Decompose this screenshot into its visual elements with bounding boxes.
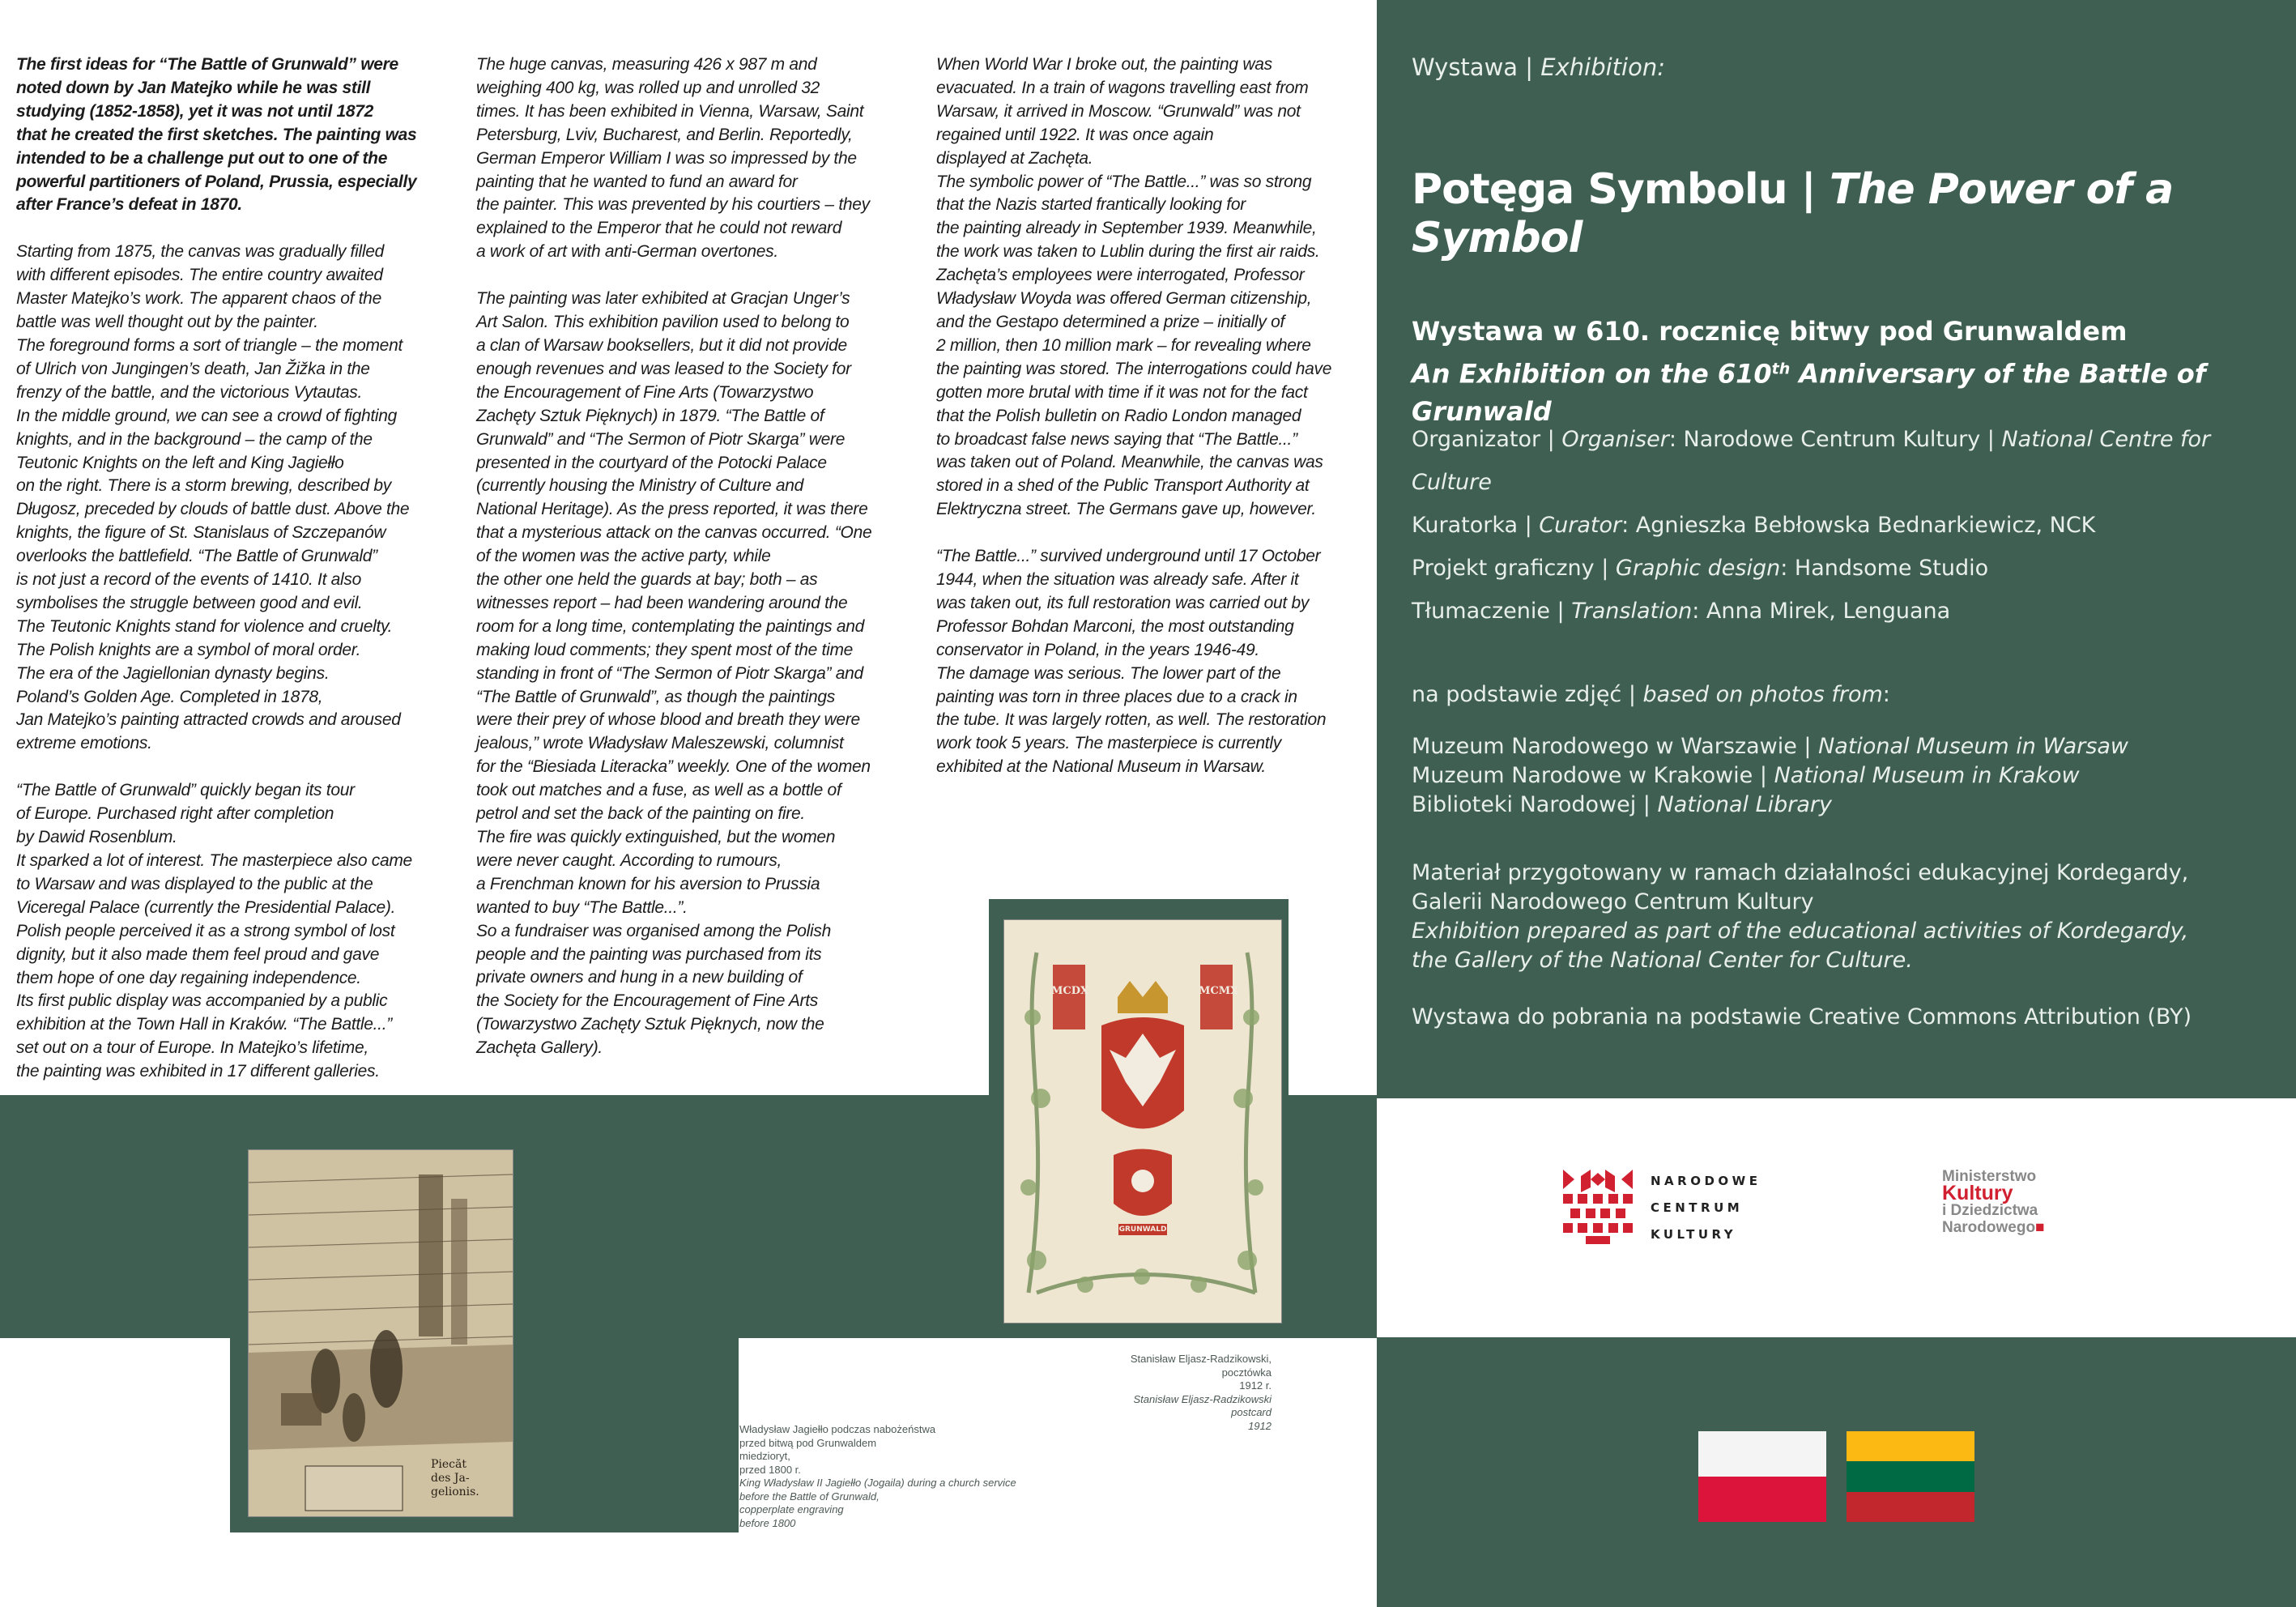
caption-line: Stanisław Eljasz-Radzikowski [1133,1392,1272,1405]
text-line: Art Salon. This exhibition pavilion used to belong to [476,313,850,332]
credit-pl: Projekt graficzny | [1412,556,1616,581]
engraving-label-line: gelionis. [431,1486,479,1498]
credit-en: Curator [1539,513,1622,538]
text-line: the other one held the guards at bay; both – as [476,570,818,590]
exhibition-subtitle: Wystawa w 610. rocznicę bitwy pod Grunwaldem An Exhibition on the 610th Anniversary of the Battle of Grunwald [1412,316,2206,427]
paragraph [936,53,1374,522]
text-line: of the women was the active party, while [476,547,771,566]
text-line: Polish people perceived it as a strong symbol of lost [16,921,395,940]
paragraph [936,545,1374,779]
text-line: 2 million, then 10 million mark – for revealing where [936,335,1311,355]
text-line: Jan Matejko’s painting attracted crowds and aroused [16,710,401,730]
ministry-logo [1942,1168,2045,1236]
text-line: and the Gestapo determined a prize – initially of [936,312,1285,331]
text-line: battle was well thought out by the painter. [16,313,318,332]
caption-line: pocztówka [1221,1366,1272,1379]
text-line: National Heritage). As the press reported, it was there [476,500,868,519]
text-line: them hope of one day regaining independence. [16,968,361,987]
photo-source [1412,732,2128,761]
nck-logo [1563,1166,1774,1247]
text-line: Władysław Woyda was offered German citizenship, [936,289,1312,309]
prepared-by-note: Materiał przygotowany w ramach działalności edukacyjnej Kordegardy, Galerii Narodowego Centrum Kultury Exhibition prepared as part of the educational activities of Kordegardy, the Gallery of the National Center for Culture. [1412,860,2189,973]
credit-en: Organiser [1561,427,1669,452]
text-line: making loud comments; they spent most of the time [476,640,854,659]
license-note: Wystawa do pobrania na podstawie Creative Commons Attribution (BY) [1412,1004,2192,1029]
text-line: In the middle ground, we can see a crowd of fighting [16,406,398,425]
text-line: to Warsaw and was displayed to the public at the [16,874,373,893]
text-line: on the right. There is a storm brewing, described by [16,476,391,496]
text-line: a clan of Warsaw booksellers, but it did not provide [476,335,847,355]
paragraph [476,53,914,264]
text-line: people and the painting was purchased from its [476,944,822,964]
caption-line: before 1800 [739,1516,796,1529]
text-line: the painting already in September 1939. Meanwhile, [936,219,1317,238]
paragraph [16,241,449,756]
text-line: The era of the Jagiellonian dynasty begins. [16,663,330,683]
caption-line: miedzioryt, [739,1450,790,1462]
photo-source-en: National Museum in Krakow [1774,763,2080,788]
nck-crown-icon [1563,1170,1633,1244]
text-line: times. It has been exhibited in Vienna, Warsaw, Saint [476,101,864,121]
text-line: Elektryczna street. The Germans gave up, however. [936,500,1316,519]
text-line: extreme emotions. [16,734,152,753]
credit-line [1412,590,2262,633]
text-line: The Teutonic Knights stand for violence and cruelty. [16,616,393,636]
text-line: that the Polish bulletin on Radio London managed [936,406,1301,425]
text-line: exhibition at the Town Hall in Kraków. “The Battle...” [16,1015,392,1034]
credits-list [1412,418,2262,633]
poland-flag [1698,1431,1826,1522]
text-line: The fire was quickly extinguished, but the women [476,828,836,846]
photo-source-en: National Museum in Warsaw [1818,734,2129,759]
photo-sources: na podstawie zdjęć | based on photos from: Muzeum Narodowego w Warszawie | National Museum in Warsaw Muzeum Narodowe w Krakowie | National Museum in Krakow Biblioteki Narodowej | National Library [1412,680,2128,820]
text-line: standing in front of “The Sermon of Piotr Skarga” and [476,663,863,683]
photo-source [1412,761,2128,791]
text-line: 1944, when the situation was already safe. After it [936,570,1299,590]
text-line: The symbolic power of “The Battle...” was so strong [936,172,1312,191]
credit-value_en: National Centre for Culture [1412,427,2211,495]
text-line: Zachęta Gallery). [476,1038,603,1058]
text-line: (Towarzystwo Zachęty Sztuk Pięknych, now the [476,1015,824,1034]
text-line: Grunwald” and “The Sermon of Piotr Skarga” were [476,429,846,449]
text-line: of Ulrich von Jungingen’s death, Jan Žižka in the [16,359,370,378]
nck-logo-line: KULTURY [1651,1227,1737,1242]
text-line: Zachęty Sztuk Pięknych) in 1879. “The Battle of [476,406,824,425]
text-column-2 [476,53,914,1084]
exhibition-title: Potęga Symbolu | The Power of a Symbol [1412,165,2174,262]
text-line: Professor Bohdan Marconi, the most outstanding [936,616,1294,636]
text-line: weighing 400 kg, was rolled up and unrolled 32 [476,78,820,97]
text-line: It sparked a lot of interest. The masterpiece also came [16,851,412,870]
photo-source-en: National Library [1657,792,1832,817]
text-line: (currently housing the Ministry of Culture and [476,476,804,496]
text-line: were never caught. According to rumours, [476,850,782,870]
text-line: room for a long time, contemplating the paintings and [476,616,865,636]
caption-line: copperplate engraving [739,1503,844,1515]
text-line: painting was torn in three places due to a crack in [936,687,1297,706]
text-line: When World War I broke out, the painting was [936,55,1272,74]
postcard-image [1003,919,1282,1324]
text-line: Długosz, preceded by clouds of battle dust. Above the [16,500,410,519]
text-line: The huge canvas, measuring 426 x 987 m and [476,55,817,74]
credit-pl: Kuratorka | [1412,513,1540,538]
text-line: Petersburg, Lviv, Bucharest, and Berlin. Reportedly, [476,125,853,144]
text-line: to broadcast false news saying that “The Battle...” [936,429,1297,449]
text-line: Warsaw, it arrived in Moscow. “Grunwald” was not [936,101,1301,121]
credit-value: : Handsome Studio [1780,556,1989,581]
text-column-1 [16,53,449,1107]
text-line: the work was taken to Lublin during the first air raids. [936,242,1320,262]
text-line: is not just a record of the events of 1410. It also [16,570,361,590]
text-line: the painting was stored. The interrogations could have [936,359,1332,378]
bottom-right-green-panel [1377,1337,2296,1607]
paragraph [16,779,449,1084]
text-line: Starting from 1875, the canvas was gradually filled [16,242,384,262]
postcard-year-left: MCDX [1051,985,1089,997]
text-line: “The Battle...” survived underground until 17 October [936,547,1321,566]
ministry-logo-line: Ministerstwo [1942,1168,2037,1185]
exhibition-label: Wystawa | Exhibition: [1412,53,1665,81]
caption-line: postcard [1231,1406,1272,1418]
lithuania-flag [1847,1431,1974,1522]
engraving-label-line: des Ja- [431,1472,470,1485]
text-line: Its first public display was accompanied by a public [16,991,388,1011]
text-line: Zachęta’s employees were interrogated, Professor [936,266,1305,285]
caption-line: before the Battle of Grunwald, [739,1490,880,1503]
text-line: dignity, but it also made them feel proud and gave [16,944,380,964]
text-line: painting that he wanted to fund an award for [476,172,798,191]
text-line: set out on a tour of Europe. In Matejko’s lifetime, [16,1038,368,1058]
photo-source-pl: Biblioteki Narodowej | [1412,792,1658,817]
postcard-eagle-icon [1004,920,1281,1323]
text-line: overlooks the battlefield. “The Battle of Grunwald” [16,547,377,566]
text-line: private owners and hung in a new building of [476,968,803,987]
text-line: studying (1852-1858), yet it was not until 1872 [16,101,374,121]
text-line: took out matches and a fuse, as well as a bottle of [476,781,841,800]
credit-pl: Organizator | [1412,427,1562,452]
engraving-label-line: Piecăt [431,1458,466,1471]
text-line: the Encouragement of Fine Arts (Towarzystwo [476,382,814,402]
text-line: The first ideas for “The Battle of Grunwald” were [16,55,398,74]
text-line: Poland’s Golden Age. Completed in 1878, [16,687,323,706]
text-line: German Emperor William I was so impressed by the [476,148,857,168]
text-line: knights, the figure of St. Stanislaus of Szczepanów [16,523,386,543]
text-line: petrol and set the back of the painting on fire. [476,804,805,824]
credit-en: Graphic design [1615,556,1781,581]
text-line: explained to the Emperor that he could not reward [476,219,842,238]
text-line: The damage was serious. The lower part of the [936,663,1281,683]
text-line: by Dawid Rosenblum. [16,828,177,847]
photo-source-pl: Muzeum Narodowe w Krakowie | [1412,763,1774,788]
text-line: symbolises the struggle between good and evil. [16,593,363,612]
text-line: witnesses report – had been wandering around the [476,593,848,612]
caption-line: przed bitwą pod Grunwaldem [739,1436,877,1449]
paragraph [16,53,449,217]
credit-line [1412,418,2262,504]
text-line: frenzy of the battle, and the victorious Vytautas. [16,382,363,402]
text-line: intended to be a challenge put out to one of the [16,148,388,168]
credit-value: : Anna Mirek, Lenguana [1692,599,1951,624]
caption-line: 1912 r. [1239,1379,1272,1392]
credit-pl: Tłumaczenie | [1412,599,1572,624]
text-line: Master Matejko’s work. The apparent chaos of the [16,289,381,309]
text-line: presented in the courtyard of the Potocki Palace [476,453,827,472]
text-line: Viceregal Palace (currently the Presidential Palace). [16,897,396,917]
text-line: “The Battle of Grunwald”, as though the paintings [476,687,835,706]
postcard-year-right: MCMX [1199,985,1239,997]
text-line: wanted to buy “The Battle...”. [476,897,688,917]
text-line: The Polish knights are a symbol of moral order. [16,640,361,659]
text-line: the painting was exhibited in 17 different galleries. [16,1062,380,1081]
postcard-banner: GRUNWALD [1118,1225,1167,1234]
text-line: work took 5 years. The masterpiece is currently [936,734,1281,753]
text-line: gotten more brutal with time if it was not for the fact [936,382,1308,402]
text-line: that he created the first sketches. The painting was [16,125,417,144]
text-line: evacuated. In a train of wagons travelling east from [936,78,1309,97]
text-line: exhibited at the National Museum in Warsaw. [936,757,1266,777]
text-line: for the “Biesiada Literacka” weekly. One of the women [476,757,871,777]
text-line: were their prey of whose blood and breath they were [476,710,860,730]
text-line: “The Battle of Grunwald” quickly began its tour [16,781,355,800]
text-line: regained until 1922. It was once again [936,125,1214,144]
text-line: noted down by Jan Matejko while he was still [16,78,371,97]
text-line: conservator in Poland, in the years 1946-49. [936,640,1259,659]
text-line: was taken out of Poland. Meanwhile, the canvas was [936,453,1323,472]
text-line: a Frenchman known for his aversion to Prussia [476,874,820,893]
text-line: The foreground forms a sort of triangle – the moment [16,335,403,355]
photo-source [1412,791,2128,820]
text-line: the tube. It was largely rotten, as well. The restoration [936,710,1327,730]
ministry-logo-line: Narodowego■ [1942,1219,2045,1236]
nck-logo-line: CENTRUM [1651,1200,1744,1215]
text-line: knights, and in the background – the camp of the [16,429,373,449]
text-line: of Europe. Purchased right after completion [16,804,334,824]
text-line: was taken out, its full restoration was carried out by [936,593,1310,612]
text-line: powerful partitioners of Poland, Prussia, especially [16,172,417,191]
engraving-caption [739,1423,1088,1530]
ministry-logo-line: Kultury [1942,1182,2013,1204]
text-line: a work of art with anti-German overtones. [476,242,778,262]
caption-line: Stanisław Eljasz-Radzikowski, [1130,1353,1272,1365]
text-column-3 [936,53,1374,803]
caption-line: 1912 [1248,1419,1272,1432]
caption-line: przed 1800 r. [739,1463,801,1476]
text-line: that the Nazis started frantically looking for [936,195,1246,215]
ministry-logo-line: i Dziedzictwa [1942,1202,2038,1219]
caption-line: Władysław Jagiełło podczas nabożeństwa [739,1423,936,1435]
text-line: with different episodes. The entire country awaited [16,266,383,285]
credit-line [1412,547,2262,590]
text-line: Teutonic Knights on the left and King Jagiełło [16,453,344,472]
text-line: enough revenues and was leased to the Society for [476,359,851,378]
credit-value: : Narodowe Centrum Kultury | [1668,427,2002,452]
photo-source-pl: Muzeum Narodowego w Warszawie | [1412,734,1819,759]
text-line: jealous,” wrote Władysław Maleszewski, columnist [476,734,844,753]
text-line: stored in a shed of the Public Transport Authority at [936,476,1310,496]
engraving-image [248,1149,513,1517]
text-line: after France’s defeat in 1870. [16,195,242,215]
caption-line: King Władysław II Jagiełło (Jogaila) during a church service [739,1477,1016,1489]
text-line: displayed at Zachęta. [936,148,1093,168]
nck-logo-line: NARODOWE [1651,1174,1761,1188]
text-line: the Society for the Encouragement of Fine Arts [476,991,818,1011]
credit-line [1412,504,2262,547]
text-line: the painter. This was prevented by his courtiers – they [476,195,870,215]
paragraph [476,288,914,1060]
text-line: that a mysterious attack on the canvas occurred. “One [476,523,872,543]
text-line: The painting was later exhibited at Gracjan Unger’s [476,289,850,309]
credit-en: Translation [1571,599,1693,624]
credit-value: : Agnieszka Bebłowska Bednarkiewicz, NCK [1621,513,2096,538]
postcard-caption [1053,1353,1272,1433]
text-line: So a fundraiser was organised among the Polish [476,921,831,940]
